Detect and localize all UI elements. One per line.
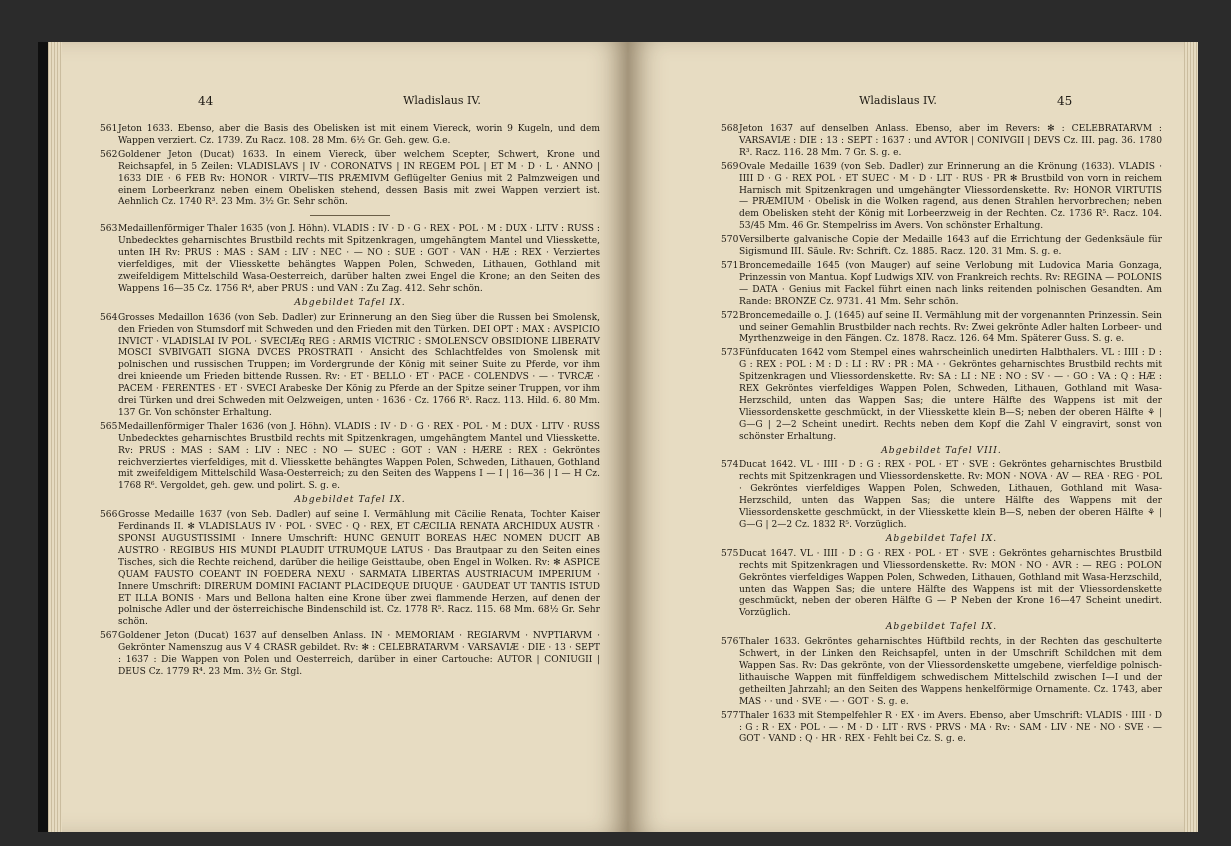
entry-number: 568 (721, 124, 739, 134)
entry-number: 571 (721, 260, 739, 271)
entry-text: Medaillenförmiger Thaler 1636 (von J. Höhn). VLADIS : IV · D · G · REX · POL · M : DUX · LITV · RUSS Unbedecktes geharnischtes Brustbild rechts mit Spitzenkragen, umgehängtem Mantel und Vliesskette. Rv: PRUS : MAS : SAM : LIV : NEC : NO — SUEC : GOT : VAN : HÆRE : REX : Gekröntes reichverziertes vierfeldiges, mit d. Vliesskette behängtes Wappen Polen, Schweden, Lithauen, Gothland mit zweifeldigem Mittelschild Wasa-Oesterreich; zu den Seiten des Wappens I — I | 16—36 | I — H Cz. 1768 R⁶. Vergoldet, geh. gew. und polirt. S. g. e. (118, 421, 600, 492)
entry-number: 561 (100, 124, 118, 134)
catalog-entry (721, 711, 1162, 747)
catalog-entry (100, 313, 600, 420)
catalog-entry (721, 162, 1162, 233)
right-page (628, 42, 1198, 832)
entry-text: Ovale Medaille 1639 (von Seb. Dadler) zur Erinnerung an die Krönung (1633). VLADIS · IIII D · G · REX POL · ET SUEC · M · D · LIT · RUS · PR ✻ Brustbild von vorn in reichem Harnisch mit Spitzenkragen und umgehängter Vliessordenskette. Rv: HONOR VIRTUTIS — PRÆMIUM · Obelisk in die Wolken ragend, aus denen Strahlen hervorbrechen; neben dem Obelisken steht der König mit Lorbeerzweig in der Rechten. Cz. 1736 R⁵. Racz. 104. 53/45 Mm. 46 Gr. Stempelriss im Avers. Von schönster Erhaltung. (739, 161, 1162, 232)
entry-number: 573 (721, 348, 739, 359)
entry-text: Versilberte galvanische Copie der Medaille 1643 auf die Errichtung der Gedenksäule für Sigismund III. Säule. Rv: Schrift. Cz. 1885. Racz. 120. 31 Mm. S. g. e. (739, 235, 1162, 258)
page-edge (1184, 42, 1198, 832)
entry-number: 574 (721, 460, 739, 471)
entry-text: Ducat 1647. VL · IIII · D : G · REX · POL · ET · SVE : Gekröntes geharnischtes Brustbild rechts mit Spitzenkragen und Vliessordenskette. Rv: MON · NO · AVR : — REG : POLON Gekröntes vierfeldiges Wappen Polen, Schweden, Lithauen, Gothland mit Wasa-Herzschild, unten das Wappen Sas; die untere Hälfte des Wappens ist mit der Vliessordenskette geschmückt, neben der oberen Hälfte G — P Neben der Krone 16—47 Scheint unedirt. Vorzüglich. (739, 548, 1162, 619)
catalog-entry (721, 348, 1162, 443)
entry-text: Thaler 1633. Gekröntes geharnischtes Hüftbild rechts, in der Rechten das geschulterte Schwert, in der Linken den Reichsapfel, unten in der Umschrift Schildchen mit dem Wappen Sas. Rv: Das gekrönte, von der Vliessordenskette umgebene, vierfeldige polnisch-lithauische Wappen mit fünffeldigem schwedischem Mittelschild zwischen I—I und der getheilten Jahrzahl; an den Seiten des Wappens henkelförmige Ornamente. Cz. 1743, aber MAS · · und · SVE · — · GOT · S. g. e. (739, 637, 1162, 707)
entry-text: Goldener Jeton (Ducat) 1637 auf denselben Anlass. IN · MEMORIAM · REGIARVM · NVPTIARVM · Gekrönter Namenszug aus V 4 CRASR gebildet. Rv: ✻ : CELEBRATARVM · VARSAVIÆ · DIE · 13 · SEPT : 1637 : Die Wappen von Polen und Oesterreich, darüber in einer Cartouche: AUTOR | CONIUGII | DEUS Cz. 1779 R⁴. 23 Mm. 3½ Gr. Stgl. (118, 631, 600, 677)
catalog-entry (721, 549, 1162, 620)
left-page (48, 42, 628, 832)
entry-text: Ducat 1642. VL · IIII · D : G : REX · POL · ET · SVE : Gekröntes geharnischtes Brustbild rechts mit Spitzenkragen und Vliessordenskette. Rv: MON · NOVA · AV — REA · REG · POL · Gekröntes vierfeldiges Wappen Polen, Schweden, Lithauen, Gothland mit Wasa-Herzschild, unten das Wappen Sas; die untere Hälfte des Wappens mit der Vliessordenskette geschmückt, in der Vliesskette klein B—S, neben der oberen Hälfte ⚘ | G—G | 2—2 Cz. 1832 R⁵. Vorzüglich. (739, 460, 1162, 530)
catalog-entry (721, 637, 1162, 708)
text-column (100, 124, 600, 681)
running-title: Wladislaus IV. (859, 94, 937, 107)
entry-number: 577 (721, 710, 739, 721)
entry-text: Grosses Medaillon 1636 (von Seb. Dadler) zur Erinnerung an den Sieg über die Russen bei Smolensk, den Frieden von Stumsdorf mit Schweden und den Frieden mit den Türken. DEI OPT : MAX : AVSPICIO INVICT · VLADISLAI IV POL · SVECIÆq REG : ARMIS VICTRIC : SMOLENSCV OBSIDIONE LIBERATV MOSCI SVBIVGATI SIGNA DVCES PROSTRATI · Ansicht des Schlachtfeldes von Smolensk mit polnischen und russischen Truppen; im Vordergrunde der König mit seiner Suite zu Pferde, vor ihm drei knieende um Frieden bittende Russen. Rv: · ET · BELLO · ET · PACE · COLENDVS · — · TVRCÆ · PACEM · FERENTES · ET · SVECI Arabeske Der König zu Pferde an der Spitze seiner Truppen, vor ihm drei Türken und drei Schweden mit Oelzweigen, unten · 1636 · Cz. 1766 R⁵. Racz. 113. Hild. 6. 80 Mm. 137 Gr. Von schönster Erhaltung. (118, 312, 600, 418)
catalog-entry (100, 224, 600, 295)
catalog-entry (721, 235, 1162, 259)
entry-text: Jeton 1633. Ebenso, aber die Basis des Obelisken ist mit einem Viereck, worin 9 Kugeln, und dem Wappen verziert. Cz. 1739. Zu Racz. 108. 28 Mm. 6½ Gr. Geh. gew. G.e. (118, 124, 600, 146)
entry-text: Fünfducaten 1642 vom Stempel eines wahrscheinlich unedirten Halbthalers. VL : IIII : D : G : REX : POL : M : D : LI : RV : PR : MA · · Gekröntes geharnischtes Brustbild rechts mit Spitzenkragen und Vliessordenskette. Rv: SA : LI : NE : NO : SV · — · GO : VA : Q : HÆ : REX Gekröntes vierfeldiges Wappen Polen, Schweden, Lithauen, Gothland mit Wasa-Herzschild, unten das Wappen Sas; die untere Hälfte des Wappens ist mit der Vliessordenskette geschmückt, in der Vliesskette klein B—S; neben der oberen Hälfte ⚘ | G—G | 2—2 Scheint unedirt. Rechts neben dem Kopf die Zahl V eingravirt, sonst von schönster Erhaltung. (739, 348, 1162, 442)
entry-text: Goldener Jeton (Ducat) 1633. In einem Viereck, über welchem Scepter, Schwert, Krone und Reichsapfel, in 5 Zeilen: VLADISLAVS | IV · CORONATVS | IN REGEM POL | ET M · D · L · ANNO | 1633 DIE · 6 FEB Rv: HONOR · VIRTV—TIS PRÆMIVM Geflügelter Genius mit 2 Palmzweigen und einem Lorbeerkranz neben einem Obelisken stehend, dessen Basis mit zwei Wappen verziert ist. Aehnlich Cz. 1740 R³. 23 Mm. 3½ Gr. Sehr schön. (118, 149, 600, 208)
catalog-entry (100, 124, 600, 148)
entry-number: 575 (721, 548, 739, 559)
text-column (721, 124, 1162, 748)
entry-number: 569 (721, 161, 739, 172)
running-title: Wladislaus IV. (403, 94, 481, 107)
entry-text: Broncemedaille 1645 (von Mauger) auf seine Verlobung mit Ludovica Maria Gonzaga, Prinzessin von Mantua. Kopf Ludwigs XIV. von Frankreich rechts. Rv: REGINA — POLONIS — DATA · Genius mit Fackel führt einen nach links reitenden polnischen Gesandten. Am Rande: BRONZE Cz. 9731. 41 Mm. Sehr schön. (739, 260, 1162, 307)
page-number: 44 (198, 94, 214, 108)
section-divider (310, 215, 390, 216)
entry-number: 566 (100, 510, 118, 521)
entry-text: Jeton 1637 auf denselben Anlass. Ebenso, aber im Revers: ✻ : CELEBRATARVM : VARSAVIÆ : DIE : 13 : SEPT : 1637 : und AVTOR | CONIVGII | DEVS Cz. III. pag. 36. 1780 R³. Racz. 116. 28 Mm. 7 Gr. S. g. e. (739, 124, 1162, 158)
plate-caption: Abgebildet Tafel IX. (294, 297, 406, 308)
page-edge (48, 42, 62, 832)
entry-number: 576 (721, 637, 739, 648)
entry-number: 567 (100, 631, 118, 642)
catalog-entry (721, 261, 1162, 309)
plate-caption: Abgebildet Tafel IX. (885, 533, 998, 544)
entry-text: Medaillenförmiger Thaler 1635 (von J. Höhn). VLADIS : IV · D · G · REX · POL · M : DUX · LITV : RUSS : Unbedecktes geharnischtes Brustbild rechts mit Spitzenkragen, umgehängtem Mantel und Vliesskette, unten IH Rv: PRUS : MAS : SAM : LIV : NEC · — NO : SUE : GOT · VAN · HÆ : REX · Verziertes vierfeldiges, mit der Vliesskette behängtes Wappen Polen, Schweden, Lithauen, Gothland mit zweifeldigem Mittelschild Wasa-Oesterreich, darüber halten zwei Engel die Krone; an den Seiten des Wappens 16—35 Cz. 1756 R⁴, aber PRUS : und VAN : Zu Zag. 412. Sehr schön. (118, 224, 600, 294)
entry-text: Broncemedaille o. J. (1645) auf seine II. Vermählung mit der vorgenannten Prinzessin. Sein und seiner Gemahlin Brustbilder nach rechts. Rv: Zwei gekrönte Adler halten Lorbeer- und Myrthenzweige in den Fängen. Cz. 1878. Racz. 126. 64 Mm. Späterer Guss. S. g. e. (739, 310, 1162, 345)
page-number: 45 (1057, 94, 1073, 108)
book-spread (38, 42, 1198, 832)
catalog-entry (721, 311, 1162, 347)
entry-text: Thaler 1633 mit Stempelfehler R · EX · im Avers. Ebenso, aber Umschrift: VLADIS · IIII · D : G : R · EX · POL · — · M · D · LIT · RVS · PRVS · MA · Rv: · SAM · LIV · NE · NO · SVE · — GOT · VAND : Q · HR · REX · Fehlt bei Cz. S. g. e. (739, 710, 1162, 745)
entry-number: 572 (721, 310, 739, 321)
entry-number: 562 (100, 149, 118, 160)
entry-number: 563 (100, 224, 118, 235)
entry-number: 564 (100, 312, 118, 323)
catalog-entry (100, 150, 600, 210)
catalog-entry (721, 124, 1162, 160)
entry-number: 565 (100, 421, 118, 432)
entry-text: Grosse Medaille 1637 (von Seb. Dadler) auf seine I. Vermählung mit Cäcilie Renata, Tochter Kaiser Ferdinands II. ✻ VLADISLAUS IV · POL · SVEC · Q · REX, ET CÆCILIA RENATA ARCHIDUX AUSTR · SPONSI AUGUSTISSIMI · Innere Umschrift: HUNC GENUIT BOREAS HÆC NOMEN DUCIT AB AUSTRO · REGIBUS HIS MUNDI PLAUDIT UTRUMQUE LATUS · Das Brautpaar zu den Seiten eines Tisches, sich die Rechte reichend, darüber die heilige Geisttaube, oben Engel in Wolken. Rv: ✻ ASPICE QUAM FAUSTO COEANT IN FOEDERA NEXU · SARMATA LIBERTAS AUSTRIACUM IMPERIUM · Innere Umschrift: DIRERUM DOMINI FACIANT PLACIDEQUE DIUQUE · GAUDEAT UT TANTIS ISTUD ET ILLA BONIS · Mars und Bellona halten eine Krone über zwei flammende Herzen, auf denen der polnische Adler und der österreichische Bindenschild ist. Cz. 1778 R⁵. Racz. 115. 68 Mm. 68½ Gr. Sehr schön. (118, 510, 600, 628)
entry-number: 570 (721, 235, 739, 246)
plate-caption: Abgebildet Tafel IX. (885, 622, 998, 633)
plate-caption: Abgebildet Tafel IX. (294, 495, 406, 506)
catalog-entry (100, 422, 600, 493)
catalog-entry (100, 510, 600, 629)
catalog-entry (100, 631, 600, 679)
catalog-entry (721, 460, 1162, 531)
plate-caption: Abgebildet Tafel VIII. (881, 445, 1002, 456)
